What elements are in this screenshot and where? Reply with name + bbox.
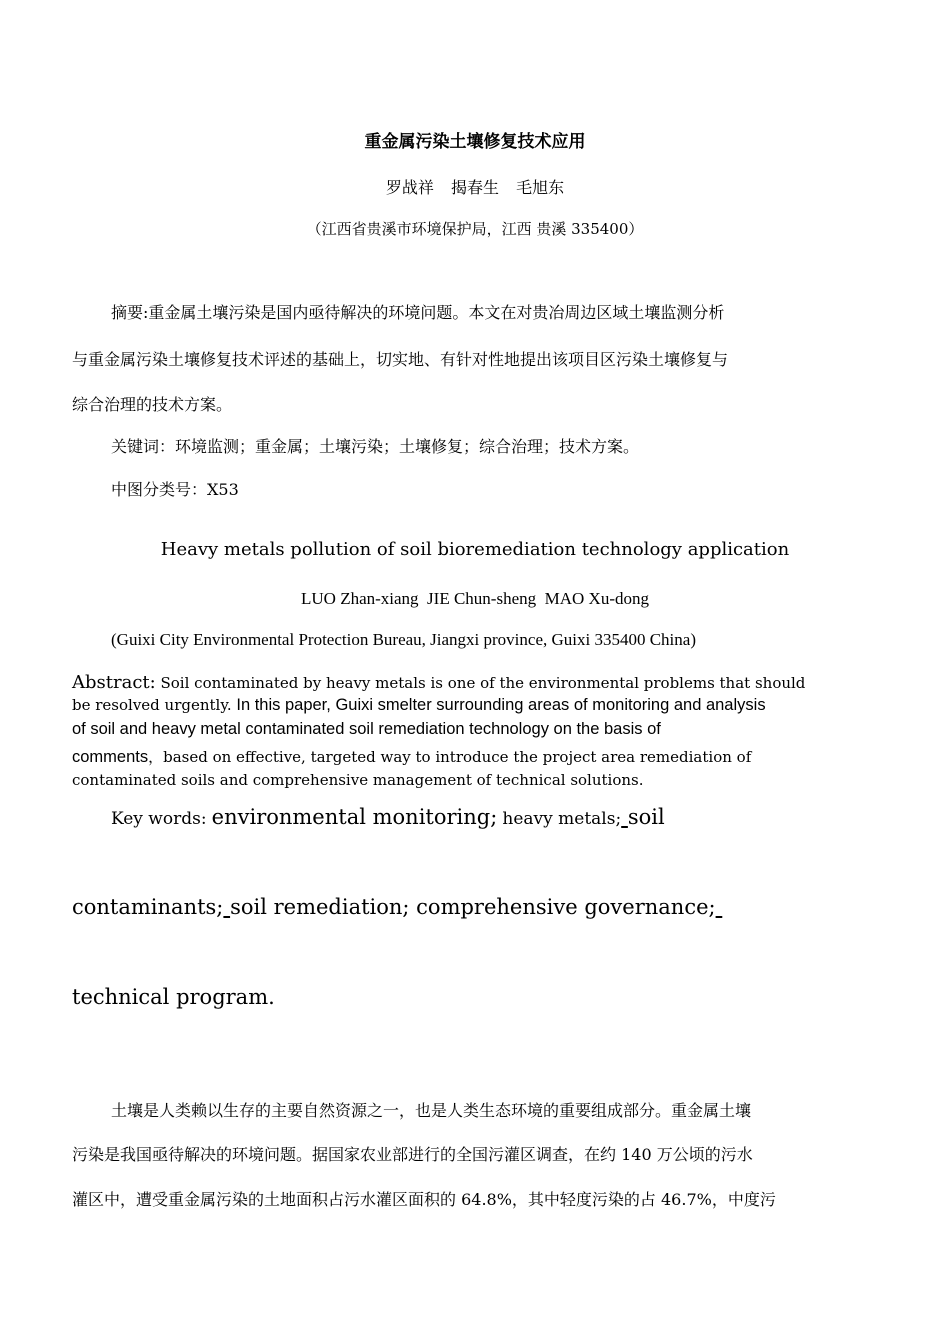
affiliation-cn: （江西省贵溪市环境保护局，江西 贵溪 335400）	[306, 220, 644, 238]
keywords-en-line-3: technical program.	[72, 985, 275, 1009]
abstract-cn-label: 摘要	[111, 303, 144, 322]
keyword-soil: soil	[627, 805, 665, 829]
clc-label: 中图分类号：	[111, 480, 208, 499]
paper-title-cn: 重金属污染土壤修复技术应用	[364, 132, 586, 152]
abstract-en-text-4a: comments	[72, 748, 149, 766]
abstract-cn-text: :重金属土壤污染是国内亟待解决的环境问题。本文在对贵冶周边区域土壤监测分析	[143, 303, 725, 322]
authors-cn: 罗战祥 揭春生 毛旭东	[385, 178, 565, 197]
abstract-en-line-3: of soil and heavy metal contaminated soil remediation technology on the basis of	[72, 720, 661, 738]
keyword-space	[621, 805, 628, 829]
authors-en: LUO Zhan-xiang JIE Chun-sheng MAO Xu-dong	[301, 589, 649, 608]
body-line-3: 灌区中，遭受重金属污染的土地面积占污水灌区面积的 64.8%，其中轻度污染的占 46.7%，中度污	[72, 1190, 776, 1209]
abstract-en-text-1: Soil contaminated by heavy metals is one of the environmental problems that should	[160, 674, 806, 692]
body-line-2: 污染是我国亟待解决的环境问题。据国家农业部进行的全国污灌区调查，在约 140 万公顷的污水	[72, 1145, 753, 1164]
keywords-cn	[111, 434, 639, 457]
keyword-environmental-monitoring: environmental monitoring;	[211, 805, 498, 829]
paper-title-en: Heavy metals pollution of soil bioremediation technology application	[160, 539, 790, 560]
abstract-cn-line-1	[111, 300, 724, 323]
keywords-en-line-2	[72, 895, 722, 919]
keyword-remediation-governance: soil remediation; comprehensive governance;	[230, 895, 716, 919]
body-line-1: 土壤是人类赖以生存的主要自然资源之一，也是人类生态环境的重要组成部分。重金属土壤	[111, 1101, 752, 1120]
abstract-en-text-4b: ，based on effective, targeted way to introduce the project area remediation of	[148, 748, 752, 766]
affiliation-en: (Guixi City Environmental Protection Bureau, Jiangxi province, Guixi 335400 China)	[111, 630, 696, 649]
abstract-en-text-2a: be resolved urgently.	[72, 696, 232, 714]
keyword-space	[716, 895, 723, 919]
keywords-en-label: Key words:	[111, 809, 207, 829]
keyword-soil-contaminants: contaminants;	[72, 895, 224, 919]
keyword-heavy-metals: heavy metals;	[502, 809, 622, 829]
abstract-en-line-1	[72, 672, 805, 693]
abstract-cn-line-3: 综合治理的技术方案。	[72, 395, 233, 414]
clc-number	[111, 477, 239, 500]
abstract-cn-line-2: 与重金属污染土壤修复技术评述的基础上，切实地、有针对性地提出该项目区污染土壤修复与	[72, 350, 729, 369]
abstract-en-line-4	[72, 746, 751, 767]
keywords-en-line-1	[111, 805, 665, 829]
clc-value: X53	[207, 480, 239, 499]
abstract-en-text-2b: In this paper, Guixi smelter surrounding areas of monitoring and analysis	[236, 696, 766, 714]
abstract-en-label: Abstract:	[72, 672, 156, 693]
keywords-cn-text: 环境监测；重金属；土壤污染；土壤修复；综合治理；技术方案。	[175, 437, 640, 456]
keywords-cn-label: 关键词：	[111, 437, 176, 456]
abstract-en-line-2	[72, 696, 766, 715]
abstract-en-line-5: contaminated soils and comprehensive management of technical solutions.	[72, 771, 644, 789]
